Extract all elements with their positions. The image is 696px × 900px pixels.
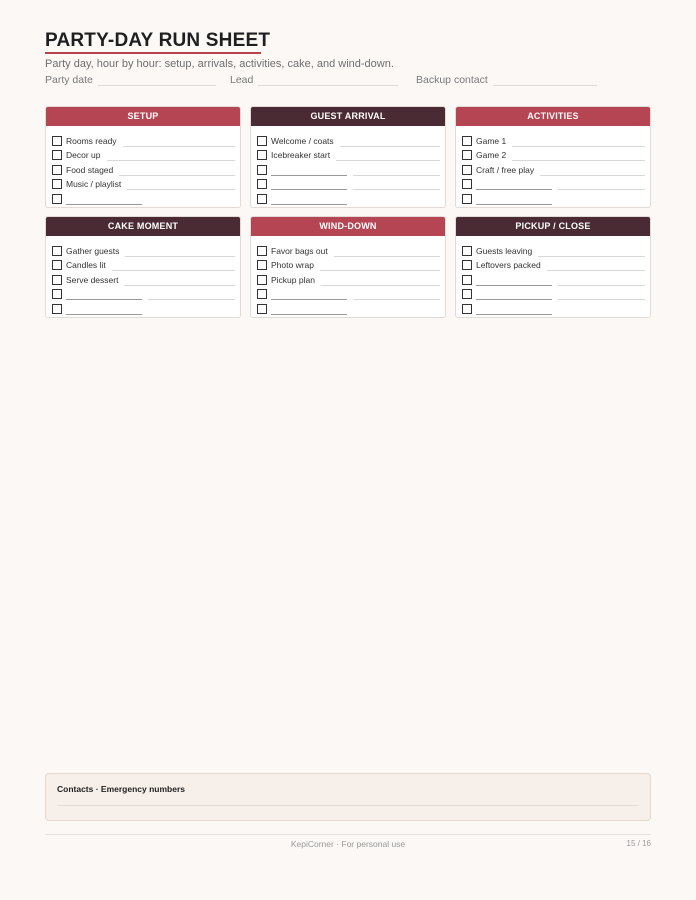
footer-rule: [45, 834, 651, 835]
checklist-item: [52, 271, 235, 286]
notes-line[interactable]: [353, 166, 440, 176]
checklist-item-blank: [462, 300, 645, 315]
checklist-item: [257, 242, 440, 257]
checkbox[interactable]: [257, 246, 267, 256]
notes-line[interactable]: [353, 180, 440, 190]
notes-line[interactable]: [107, 151, 236, 161]
section-header: WIND-DOWN: [251, 217, 445, 236]
checklist-item: [462, 161, 645, 176]
checklist-item: [52, 257, 235, 272]
checkbox[interactable]: [462, 150, 472, 160]
item-label: Favor bags out: [271, 245, 328, 256]
section-header: ACTIVITIES: [456, 107, 650, 126]
checkbox[interactable]: [52, 289, 62, 299]
notes-line[interactable]: [334, 247, 440, 257]
checkbox[interactable]: [257, 275, 267, 285]
footer-page-number: 15 / 16: [626, 839, 651, 848]
notes-line[interactable]: [558, 276, 645, 286]
checkbox[interactable]: [52, 165, 62, 175]
blank-write-line[interactable]: [476, 180, 552, 190]
checklist-item-blank: [52, 300, 235, 315]
section-card-activities: [455, 106, 651, 208]
checkbox[interactable]: [257, 194, 267, 204]
notes-line[interactable]: [558, 290, 645, 300]
item-label: Rooms ready: [66, 135, 117, 146]
item-label: Game 1: [476, 135, 507, 146]
section-header: CAKE MOMENT: [46, 217, 240, 236]
item-label: Welcome / coats: [271, 135, 334, 146]
checklist-item: [257, 271, 440, 286]
checkbox[interactable]: [257, 260, 267, 270]
item-label: Music / playlist: [66, 179, 122, 190]
party-date-line[interactable]: [98, 76, 216, 86]
notes-line[interactable]: [340, 137, 440, 147]
notes-line[interactable]: [321, 276, 440, 286]
checklist-item: [462, 147, 645, 162]
page-subtitle: Party day, hour by hour: setup, arrivals, activities, cake, and wind-down.: [45, 58, 394, 70]
backup-contact-line[interactable]: [493, 76, 597, 86]
notes-line[interactable]: [353, 290, 440, 300]
notes-line[interactable]: [512, 137, 645, 147]
notes-line[interactable]: [123, 137, 235, 147]
footer-brand: KepiCorner · For personal use: [290, 839, 406, 849]
blank-write-line[interactable]: [476, 290, 552, 300]
blank-write-line[interactable]: [271, 290, 347, 300]
blank-write-line[interactable]: [476, 195, 552, 205]
party-date-label: Party date: [45, 74, 93, 86]
section-header: GUEST ARRIVAL: [251, 107, 445, 126]
checkbox[interactable]: [52, 275, 62, 285]
checkbox[interactable]: [462, 165, 472, 175]
notes-line[interactable]: [124, 276, 235, 286]
checkbox[interactable]: [462, 179, 472, 189]
checkbox[interactable]: [462, 260, 472, 270]
checklist-item-blank: [52, 190, 235, 205]
item-label: Guests leaving: [476, 245, 533, 256]
checklist: [46, 236, 240, 315]
item-label: Serve dessert: [66, 274, 119, 285]
checkbox[interactable]: [52, 260, 62, 270]
checkbox[interactable]: [257, 179, 267, 189]
checklist-item-blank: [257, 300, 440, 315]
blank-write-line[interactable]: [476, 276, 552, 286]
notes-line[interactable]: [538, 247, 645, 257]
notes-line[interactable]: [119, 166, 235, 176]
notes-line[interactable]: [547, 261, 645, 271]
party-date-field[interactable]: [45, 74, 216, 86]
checklist-item-blank: [257, 161, 440, 176]
backup-contact-field[interactable]: [416, 74, 597, 86]
blank-write-line[interactable]: [271, 195, 347, 205]
checklist-item: [52, 132, 235, 147]
lead-field[interactable]: [230, 74, 398, 86]
checkbox[interactable]: [462, 289, 472, 299]
checklist-item-blank: [257, 190, 440, 205]
item-label: Game 2: [476, 150, 507, 161]
checkbox[interactable]: [52, 136, 62, 146]
title-underline: [45, 52, 261, 54]
item-label: Candles lit: [66, 260, 106, 271]
item-label: Icebreaker start: [271, 150, 331, 161]
meta-row: [45, 74, 651, 88]
item-label: Food staged: [66, 164, 114, 175]
blank-write-line[interactable]: [66, 195, 142, 205]
backup-contact-label: Backup contact: [416, 74, 488, 86]
checkbox[interactable]: [257, 304, 267, 314]
notes-line[interactable]: [512, 151, 645, 161]
checklist-item: [257, 147, 440, 162]
section-card-wind-down: [250, 216, 446, 318]
item-label: Pickup plan: [271, 274, 315, 285]
checkbox[interactable]: [462, 246, 472, 256]
lead-label: Lead: [230, 74, 254, 86]
checkbox[interactable]: [462, 304, 472, 314]
item-label: Decor up: [66, 150, 101, 161]
notes-line[interactable]: [112, 261, 235, 271]
checklist-item: [462, 257, 645, 272]
checklist: [46, 126, 240, 205]
checklist-item: [462, 132, 645, 147]
blank-write-line[interactable]: [66, 305, 142, 315]
notes-line[interactable]: [125, 247, 235, 257]
contacts-title: Contacts · Emergency numbers: [57, 784, 186, 794]
checklist: [456, 236, 650, 315]
checkbox[interactable]: [257, 136, 267, 146]
blank-write-line[interactable]: [271, 180, 347, 190]
checklist-item: [52, 176, 235, 191]
contacts-box: [45, 773, 651, 821]
checklist: [251, 236, 445, 315]
checkbox[interactable]: [257, 165, 267, 175]
blank-write-line[interactable]: [271, 305, 347, 315]
checkbox[interactable]: [52, 194, 62, 204]
checklist-item-blank: [462, 176, 645, 191]
checklist-item-blank: [52, 286, 235, 301]
notes-line[interactable]: [540, 166, 645, 176]
item-label: Gather guests: [66, 245, 120, 256]
checkbox[interactable]: [257, 150, 267, 160]
section-header: PICKUP / CLOSE: [456, 217, 650, 236]
notes-line[interactable]: [336, 151, 440, 161]
notes-line[interactable]: [127, 180, 235, 190]
blank-write-line[interactable]: [271, 166, 347, 176]
contacts-write-line[interactable]: [57, 805, 639, 806]
section-card-cake-moment: [45, 216, 241, 318]
checklist-item: [52, 242, 235, 257]
checkbox[interactable]: [52, 179, 62, 189]
checklist-item-blank: [462, 190, 645, 205]
item-label: Photo wrap: [271, 260, 314, 271]
lead-line[interactable]: [258, 76, 398, 86]
notes-line[interactable]: [558, 180, 645, 190]
item-label: Craft / free play: [476, 164, 535, 175]
notes-line[interactable]: [320, 261, 440, 271]
section-card-pickup-close: [455, 216, 651, 318]
checkbox[interactable]: [462, 136, 472, 146]
checklist-item: [52, 147, 235, 162]
checkbox[interactable]: [257, 289, 267, 299]
notes-line[interactable]: [148, 290, 235, 300]
page-title: PARTY-DAY RUN SHEET: [45, 30, 271, 51]
checklist-item: [257, 257, 440, 272]
checkbox[interactable]: [462, 275, 472, 285]
checkbox[interactable]: [52, 304, 62, 314]
blank-write-line[interactable]: [66, 290, 142, 300]
checklist-item-blank: [257, 286, 440, 301]
checkbox[interactable]: [462, 194, 472, 204]
checkbox[interactable]: [52, 246, 62, 256]
checklist-item-blank: [462, 286, 645, 301]
checklist: [251, 126, 445, 205]
checklist-item: [462, 242, 645, 257]
section-card-guest-arrival: [250, 106, 446, 208]
checklist: [456, 126, 650, 205]
checklist-item: [52, 161, 235, 176]
blank-write-line[interactable]: [476, 305, 552, 315]
checklist-item-blank: [462, 271, 645, 286]
checklist-item-blank: [257, 176, 440, 191]
checkbox[interactable]: [52, 150, 62, 160]
section-card-setup: [45, 106, 241, 208]
section-header: SETUP: [46, 107, 240, 126]
item-label: Leftovers packed: [476, 260, 541, 271]
checklist-item: [257, 132, 440, 147]
